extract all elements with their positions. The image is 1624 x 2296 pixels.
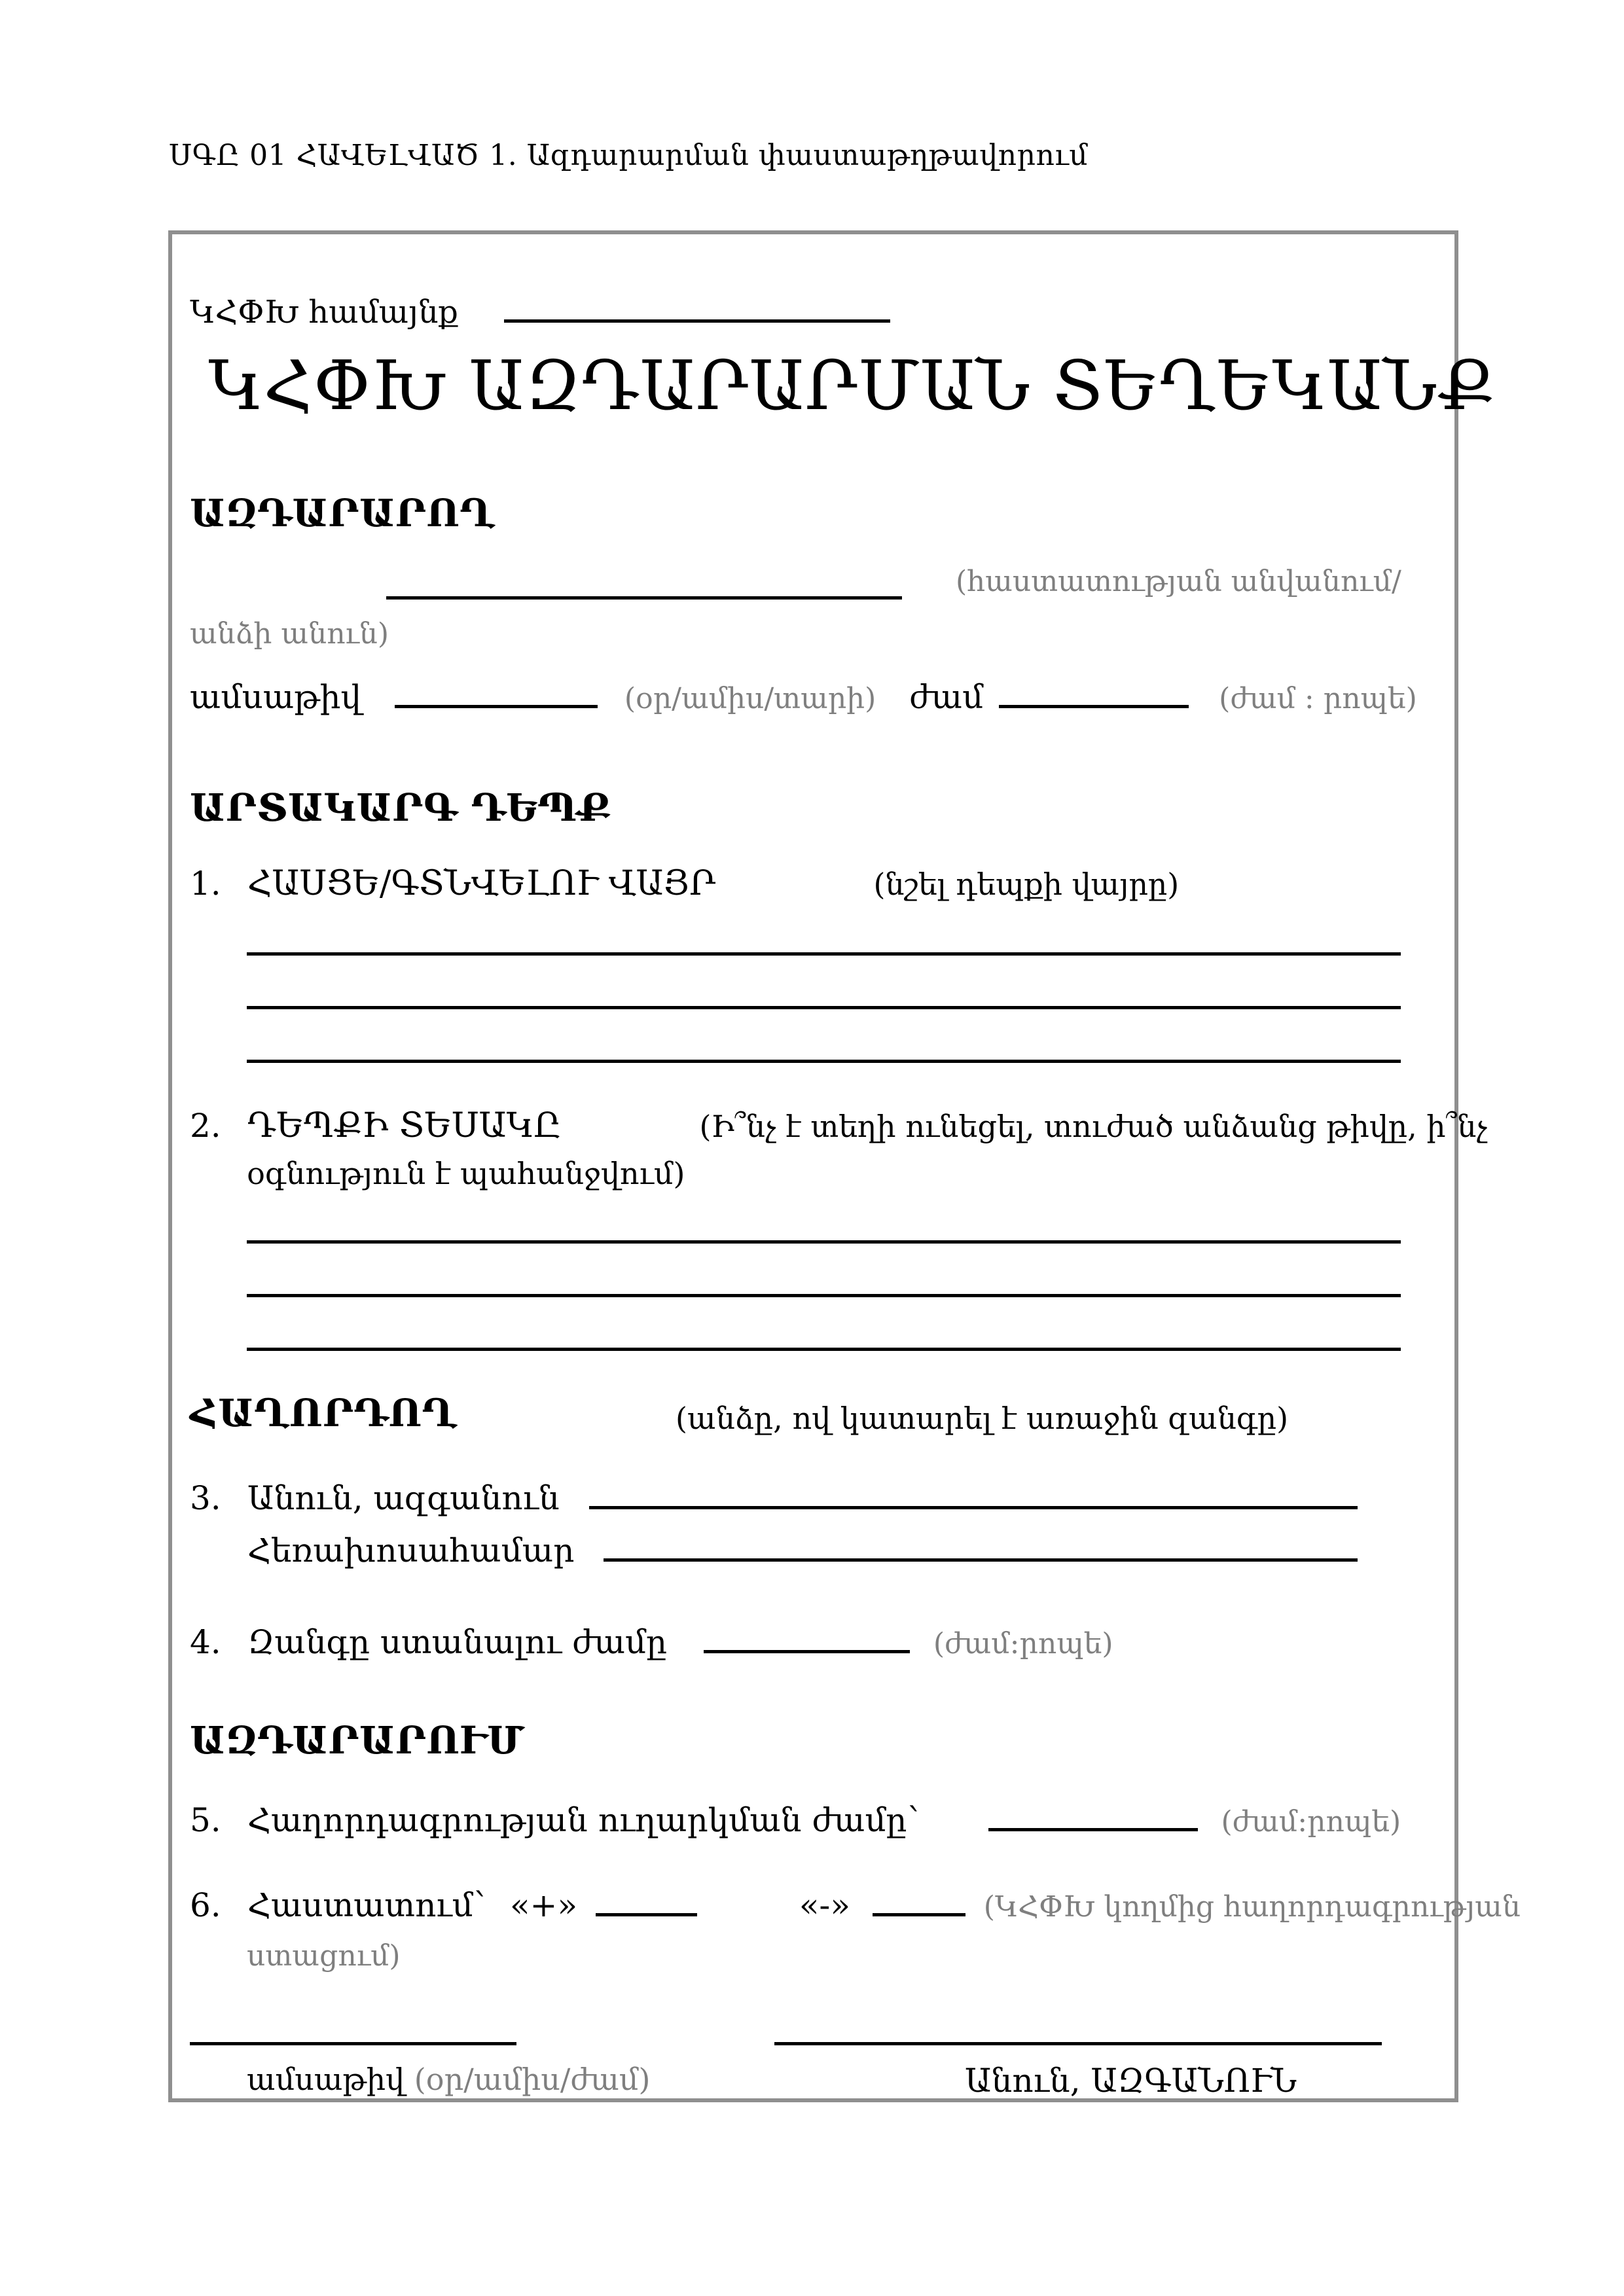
incident-address-line-3[interactable] <box>247 1009 1401 1063</box>
item3-number: 3. <box>190 1479 221 1517</box>
item5-number: 5. <box>190 1801 221 1839</box>
item1-label: ՀԱՍՑԵ/ԳՏՆՎԵԼՈՒ ՎԱՅՐ <box>247 864 716 903</box>
reporter-date-label: ամսաթիվ <box>190 678 362 716</box>
community-row <box>190 294 890 331</box>
section-heading-notification: ԱԶԴԱՐԱՐՈՒՄ <box>190 1718 525 1763</box>
item6-minus-mark: «-» <box>799 1886 850 1924</box>
section-heading-reporter: ԱԶԴԱՐԱՐՈՂ <box>190 491 496 535</box>
item6-plus-mark: «+» <box>509 1886 578 1924</box>
item2-number: 2. <box>190 1107 221 1145</box>
section-heading-emergency: ԱՐՏԱԿԱՐԳ ԴԵՊՔ <box>190 785 611 830</box>
item4-note: (ժամ:րոպե) <box>933 1627 1113 1660</box>
footer-name-label: Անուն, ԱԶԳԱՆՈՒՆ <box>965 2062 1297 2100</box>
reporter-name-note-line1: (հաստատության անվանում/ <box>956 565 1401 598</box>
call-time-input-line[interactable] <box>704 1650 910 1653</box>
incident-address-line-1[interactable] <box>247 902 1401 956</box>
item6-label: Հաստատում՝ <box>247 1886 486 1924</box>
incident-type-lines <box>247 1190 1401 1351</box>
confirm-plus-input-line[interactable] <box>596 1913 697 1916</box>
incident-type-line-1[interactable] <box>247 1190 1401 1244</box>
incident-address-lines <box>247 902 1401 1063</box>
item2-row <box>190 1106 1487 1145</box>
item2-label: ԴԵՊՔԻ ՏԵՍԱԿԸ <box>247 1106 562 1145</box>
form-title: ԿՀՓԽ ԱԶԴԱՐԱՐՄԱՆ ՏԵՂԵԿԱՆՔ <box>208 346 1496 425</box>
item1-number: 1. <box>190 865 221 903</box>
item1-note: (նշել դեպքի վայրը) <box>873 867 1180 902</box>
caller-phone-input-line[interactable] <box>604 1558 1358 1562</box>
footer-date-input-line[interactable] <box>190 2042 516 2045</box>
footer-date-label-row <box>247 2062 650 2097</box>
confirm-minus-input-line[interactable] <box>873 1913 965 1916</box>
reporter-date-note: (օր/ամիս/տարի) <box>624 682 876 715</box>
item2-note-line2: օգնություն է պահանջվում) <box>247 1156 685 1191</box>
item4-label: Զանգը ստանալու ժամը <box>247 1623 668 1661</box>
message-time-input-line[interactable] <box>988 1828 1198 1831</box>
caller-heading-note: (անձը, ով կատարել է առաջին զանգը) <box>676 1401 1289 1436</box>
reporter-date-input-line[interactable] <box>395 705 598 708</box>
reporter-datetime-row <box>190 678 1417 716</box>
item3-name-label: Անուն, ազգանուն <box>247 1479 560 1517</box>
item5-row <box>190 1801 1401 1839</box>
item4-number: 4. <box>190 1623 221 1661</box>
reporter-time-input-line[interactable] <box>999 705 1189 708</box>
incident-type-line-3[interactable] <box>247 1297 1401 1351</box>
item6-note-line2: ստացում) <box>247 1939 401 1973</box>
item3-phone-row <box>247 1532 1358 1570</box>
incident-address-line-2[interactable] <box>247 956 1401 1009</box>
reporter-name-note-line2: անձի անուն) <box>190 617 389 651</box>
footer-date-label: ամսաթիվ <box>247 2062 405 2097</box>
item1-row <box>190 864 1179 903</box>
item5-note: (ժամ:րոպե) <box>1221 1805 1401 1839</box>
page-header: ՍԳԸ 01 ՀԱՎԵԼՎԱԾ 1. Ազդարարման փաստաթղթավորում <box>169 139 1089 172</box>
caller-name-input-line[interactable] <box>589 1506 1358 1509</box>
item6-number: 6. <box>190 1886 221 1924</box>
footer-signature-input-line[interactable] <box>774 2042 1382 2045</box>
community-input-line[interactable] <box>504 319 890 323</box>
item3-name-row <box>190 1479 1358 1517</box>
reporter-name-input-line[interactable] <box>386 596 902 600</box>
item6-note-line1: (ԿՀՓԽ կողմից հաղորդագրության <box>983 1890 1521 1924</box>
section-heading-caller: ՀԱՂՈՐԴՈՂ <box>190 1391 458 1435</box>
item4-row <box>190 1623 1113 1661</box>
reporter-time-note: (ժամ : րոպե) <box>1219 682 1417 715</box>
item5-label: Հաղորդագրության ուղարկման ժամը՝ <box>247 1801 919 1839</box>
community-label: ԿՀՓԽ համայնք <box>190 294 458 331</box>
notification-form-box <box>168 230 1521 2102</box>
item2-note-line1: (Ի՞նչ է տեղի ունեցել, տուժած անձանց թիվը, ի՞նչ <box>699 1109 1488 1144</box>
incident-type-line-2[interactable] <box>247 1244 1401 1297</box>
item3-phone-label: Հեռախոսահամար <box>247 1532 575 1570</box>
reporter-time-label: ժամ <box>909 678 984 716</box>
item6-row <box>190 1886 1521 1924</box>
footer-date-note: (օր/ամիս/ժամ) <box>414 2062 651 2097</box>
